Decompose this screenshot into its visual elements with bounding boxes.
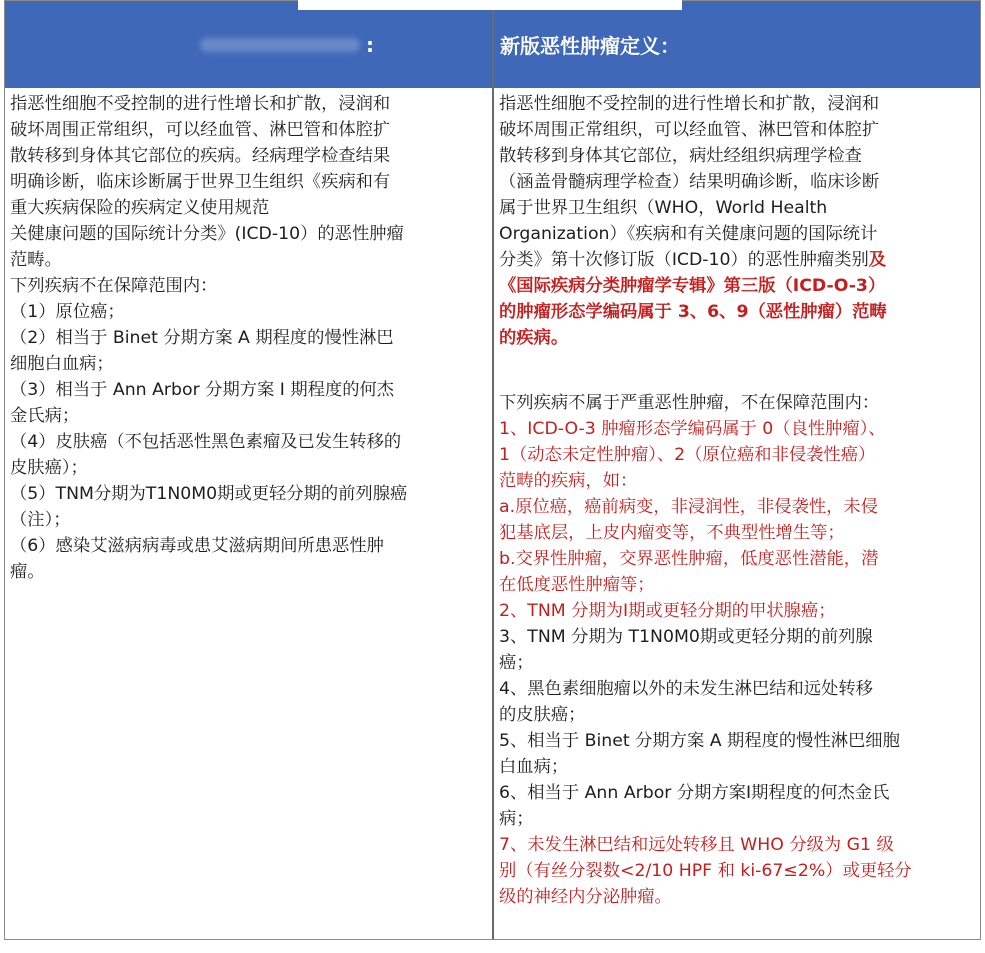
old-exclusion-item: 细胞白血病；	[10, 354, 114, 374]
new-definition-line-mixed	[499, 247, 977, 273]
new-definition-line: 属于世界卫生组织（WHO，World Health	[499, 198, 828, 218]
new-definition-plain-part: 分类》第十次修订版（ICD-10）的恶性肿瘤类别	[499, 250, 869, 270]
header-right-title: 新版恶性肿瘤定义：	[500, 34, 680, 58]
old-exclusion-item: （5）TNM分期为T1N0M0期或更轻分期的前列腺癌	[10, 484, 408, 504]
new-definition-highlight-line: 《国际疾病分类肿瘤学专辑》第三版（ICD-O-3）	[499, 276, 886, 296]
section-spacer	[499, 351, 977, 390]
new-exclusion-line: b.交界性肿瘤，交界恶性肿瘤，低度恶性潜能，潜	[499, 549, 879, 569]
old-definition-line: 破坏周围正常组织，可以经血管、淋巴管和体腔扩	[10, 120, 391, 140]
new-exclusion-line: 范畴的疾病，如：	[499, 471, 638, 491]
new-definition-line: 破坏周围正常组织，可以经血管、淋巴管和体腔扩	[499, 120, 880, 140]
new-definition-line: （涵盖骨髓病理学检查）结果明确诊断，临床诊断	[499, 172, 880, 192]
new-definition-line: 散转移到身体其它部位，病灶经组织病理学检查	[499, 146, 862, 166]
header-cell-new-definition	[494, 1, 980, 88]
new-definition-column	[499, 91, 977, 910]
new-exclusion-line: 1、ICD-O-3 肿瘤形态学编码属于 0（良性肿瘤）、	[499, 419, 886, 439]
old-definition-line: 散转移到身体其它部位的疾病。经病理学检查结果	[10, 146, 391, 166]
old-exclusion-item: （注）；	[10, 510, 71, 530]
new-definition-red-part: 及	[868, 250, 887, 270]
old-exclusion-item: 金氏病；	[10, 406, 80, 426]
new-exclusion-line: 级的神经内分泌肿瘤。	[499, 887, 672, 907]
new-definition-line: Organization）《疾病和有关健康问题的国际统计	[499, 224, 878, 244]
new-exclusion-intro: 下列疾病不属于严重恶性肿瘤，不在保障范围内：	[499, 393, 880, 413]
new-exclusion-line: 5、相当于 Binet 分期方案 A 期程度的慢性淋巴细胞	[499, 731, 900, 751]
comparison-table	[4, 0, 981, 940]
old-exclusion-item: （2）相当于 Binet 分期方案 A 期程度的慢性淋巴	[10, 328, 394, 348]
old-exclusion-item: 皮肤癌）；	[10, 458, 88, 478]
new-exclusion-line: 3、TNM 分期为 T1N0M0期或更轻分期的前列腺	[499, 627, 873, 647]
old-definition-line: 范畴。	[10, 250, 62, 270]
old-exclusion-item: （4）皮肤癌（不包括恶性黑色素瘤及已发生转移的	[10, 432, 402, 452]
new-exclusion-line: 病；	[499, 809, 534, 829]
old-exclusion-intro: 下列疾病不在保障范围内：	[10, 276, 218, 296]
new-exclusion-line: 白血病；	[499, 757, 569, 777]
old-exclusion-item: （6）感染艾滋病病毒或患艾滋病期间所患恶性肿	[10, 536, 384, 556]
column-divider	[492, 1, 494, 939]
old-exclusion-item: 瘤。	[10, 562, 45, 582]
old-definition-column	[10, 91, 488, 585]
old-definition-line: 重大疾病保险的疾病定义使用规范	[10, 198, 270, 218]
new-exclusion-line: 7、未发生淋巴结和远处转移且 WHO 分级为 G1 级	[499, 835, 894, 855]
new-exclusion-line: 在低度恶性肿瘤等；	[499, 575, 655, 595]
new-exclusion-line: 2、TNM 分期为I期或更轻分期的甲状腺癌；	[499, 601, 836, 621]
blurred-title-region	[200, 38, 360, 52]
new-definition-line: 指恶性细胞不受控制的进行性增长和扩散，浸润和	[499, 94, 880, 114]
new-exclusion-line: 1（动态未定性肿瘤）、2（原位癌和非侵袭性癌）	[499, 445, 876, 465]
new-exclusion-line: 癌；	[499, 653, 534, 673]
header-left-title: :	[366, 32, 374, 57]
new-definition-highlight-line: 的肿瘤形态学编码属于 3、6、9（恶性肿瘤）范畴	[499, 302, 887, 322]
new-exclusion-line: 4、黑色素细胞瘤以外的未发生淋巴结和远处转移	[499, 679, 873, 699]
new-exclusion-line: 犯基底层，上皮内瘤变等，不典型性增生等；	[499, 523, 845, 543]
new-exclusion-line: a.原位癌，癌前病变，非浸润性，非侵袭性，未侵	[499, 497, 878, 517]
new-exclusion-list	[499, 416, 977, 910]
new-exclusion-line: 的皮肤癌；	[499, 705, 586, 725]
old-exclusion-item: （1）原位癌；	[10, 302, 125, 322]
new-definition-highlight-line: 的疾病。	[499, 328, 569, 348]
header-cell-old-definition	[5, 1, 493, 88]
new-exclusion-line: 别（有丝分裂数<2/10 HPF 和 ki-67≤2%）或更轻分	[499, 861, 912, 881]
old-exclusion-item: （3）相当于 Ann Arbor 分期方案 I 期程度的何杰	[10, 380, 395, 400]
old-definition-line: 指恶性细胞不受控制的进行性增长和扩散，浸润和	[10, 94, 391, 114]
top-white-strip	[298, 0, 682, 10]
old-definition-line: 明确诊断，临床诊断属于世界卫生组织《疾病和有	[10, 172, 391, 192]
new-exclusion-line: 6、相当于 Ann Arbor 分期方案I期程度的何杰金氏	[499, 783, 890, 803]
old-definition-line: 关健康问题的国际统计分类》(ICD-10）的恶性肿瘤	[10, 224, 404, 244]
